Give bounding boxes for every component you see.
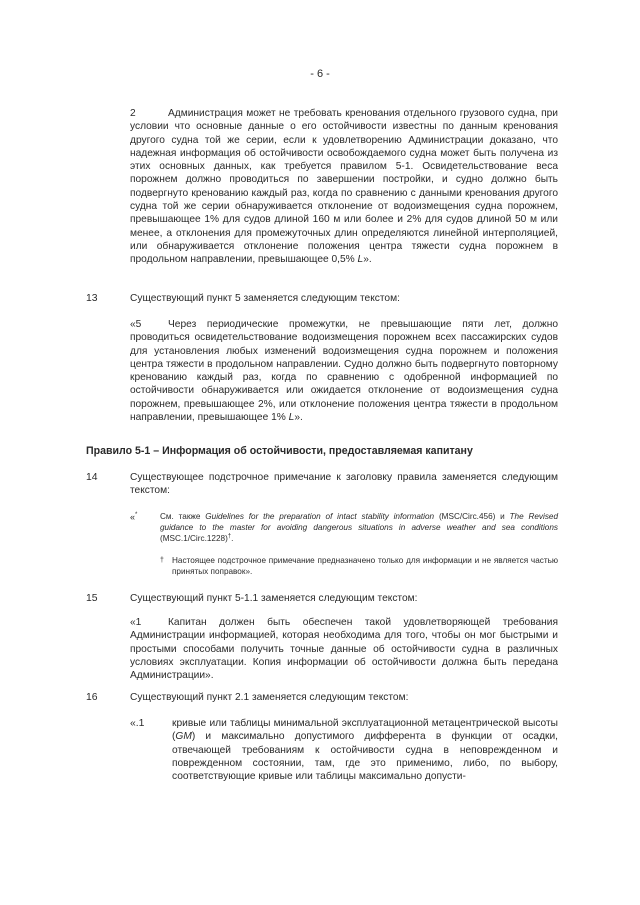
item-14-quote-mark: «: [130, 512, 136, 522]
item-14-star: *: [135, 512, 138, 518]
item-16-intro: Существующий пункт 2.1 заменяется следующим текстом:: [130, 692, 409, 703]
item-13-quote-label: «5: [130, 319, 142, 330]
item-15-number: 15: [86, 593, 98, 604]
paragraph-2-length-symbol: L: [357, 254, 364, 266]
item-13-length-symbol: L: [288, 412, 295, 424]
rule-5-1-heading: Правило 5-1 – Информация об остойчивости, предоставляемая капитану: [86, 445, 473, 457]
item-13-intro: Существующий пункт 5 заменяется следующим текстом:: [130, 293, 400, 304]
item-15-quote: [130, 616, 558, 682]
item-13-quote-text: Через периодические промежутки, не превышающие пяти лет, должно проводиться освидетельствование водоизмещения порожнем всех пассажирских судов для установления любых изменений водоизмещения судна порожнем и положения центра тяжести в продольном направлении. Судно должно быть подвергнуто повторному кренованию каждый раз, когда по сравнению с одобренной информацией по остойчивости обнаруживается или ожидается отклонение от водоизмещения судна порожнем, превышающее 2%, или отклонение положения центра тяжести в продольном направлении, превышающее 1%: [130, 319, 558, 424]
page-number: - 6 -: [310, 68, 330, 80]
item-16-gm-symbol: GM: [175, 731, 192, 743]
item-14-note-mark: †: [160, 557, 164, 564]
item-16-quote-label: «.1: [130, 718, 145, 729]
paragraph-2-end: ».: [363, 254, 372, 266]
item-16-number: 16: [86, 692, 98, 703]
paragraph-2: [130, 107, 558, 267]
item-15-quote-label: «1: [130, 617, 142, 628]
item-14-footnote-mark: [130, 511, 137, 523]
item-14-number: 14: [86, 472, 98, 483]
item-16-quote-text: кривые или таблицы минимальной эксплуатационной метацентрической высоты (GM) и максимально допустимого дифферента в функции от осадки, отвечающей требованиям к остойчивости судна в неповрежденном и поврежденном состоянии, там, где это применимо, либо, по выбору, соответствующие кривые или таблицы максимально допусти-: [172, 718, 558, 783]
item-15-quote-text: Капитан должен быть обеспечен такой удовлетворяющей требования Администрации информацией, которая необходима для того, чтобы он мог быстрыми и простыми способами получить точные данные об остойчивости судна в различных условиях эксплуатации. Копия информации об остойчивости должна быть передана Администрации».: [130, 617, 558, 682]
item-14-intro: Существующее подстрочное примечание к заголовку правила заменяется следующим текстом:: [130, 472, 558, 497]
item-15-intro: Существующий пункт 5-1.1 заменяется следующим текстом:: [130, 593, 418, 604]
item-13-quote: [130, 318, 558, 424]
item-14-note-text: Настоящее подстрочное примечание предназначено только для информации и не является частью принятых поправок».: [172, 556, 558, 577]
paragraph-2-label: 2: [130, 108, 136, 119]
item-14-footnote-text: См. также Guidelines for the preparation of intact stability information (MSC/Circ.456) и The Revised guidance to the master for avoiding dangerous situations in adverse weather and sea conditions (MSC.1/Circ.1228)†.: [160, 512, 559, 544]
paragraph-2-text: Администрация может не требовать кренования отдельного грузового судна, при условии что основные данные о его остойчивости известны по данным кренования другого судна той же серии, если к удовлетворению Администрации доказано, что надежная информация об остойчивости освобождаемого судна может быть получена из этих основных данных, как требуется правилом 5-1. Освидетельствование веса порожнем должно проводиться по завершении постройки, и судно должно быть подвергнуто кренованию каждый раз, когда по сравнению с данными кренования другого судна той же серии обнаруживается отклонение от водоизмещения судна порожнем, превышающее 1% для судов длиной 160 м или более и 2% для судов длиной 50 м или менее, а отклонения для промежуточных длин определяются линейной интерполяцией, или обнаруживается отклонение положения центра тяжести судна порожнем в продольном направлении, превышающее 0,5%: [130, 108, 558, 266]
item-13-quote-end: ».: [294, 412, 303, 424]
item-13-number: 13: [86, 293, 98, 304]
